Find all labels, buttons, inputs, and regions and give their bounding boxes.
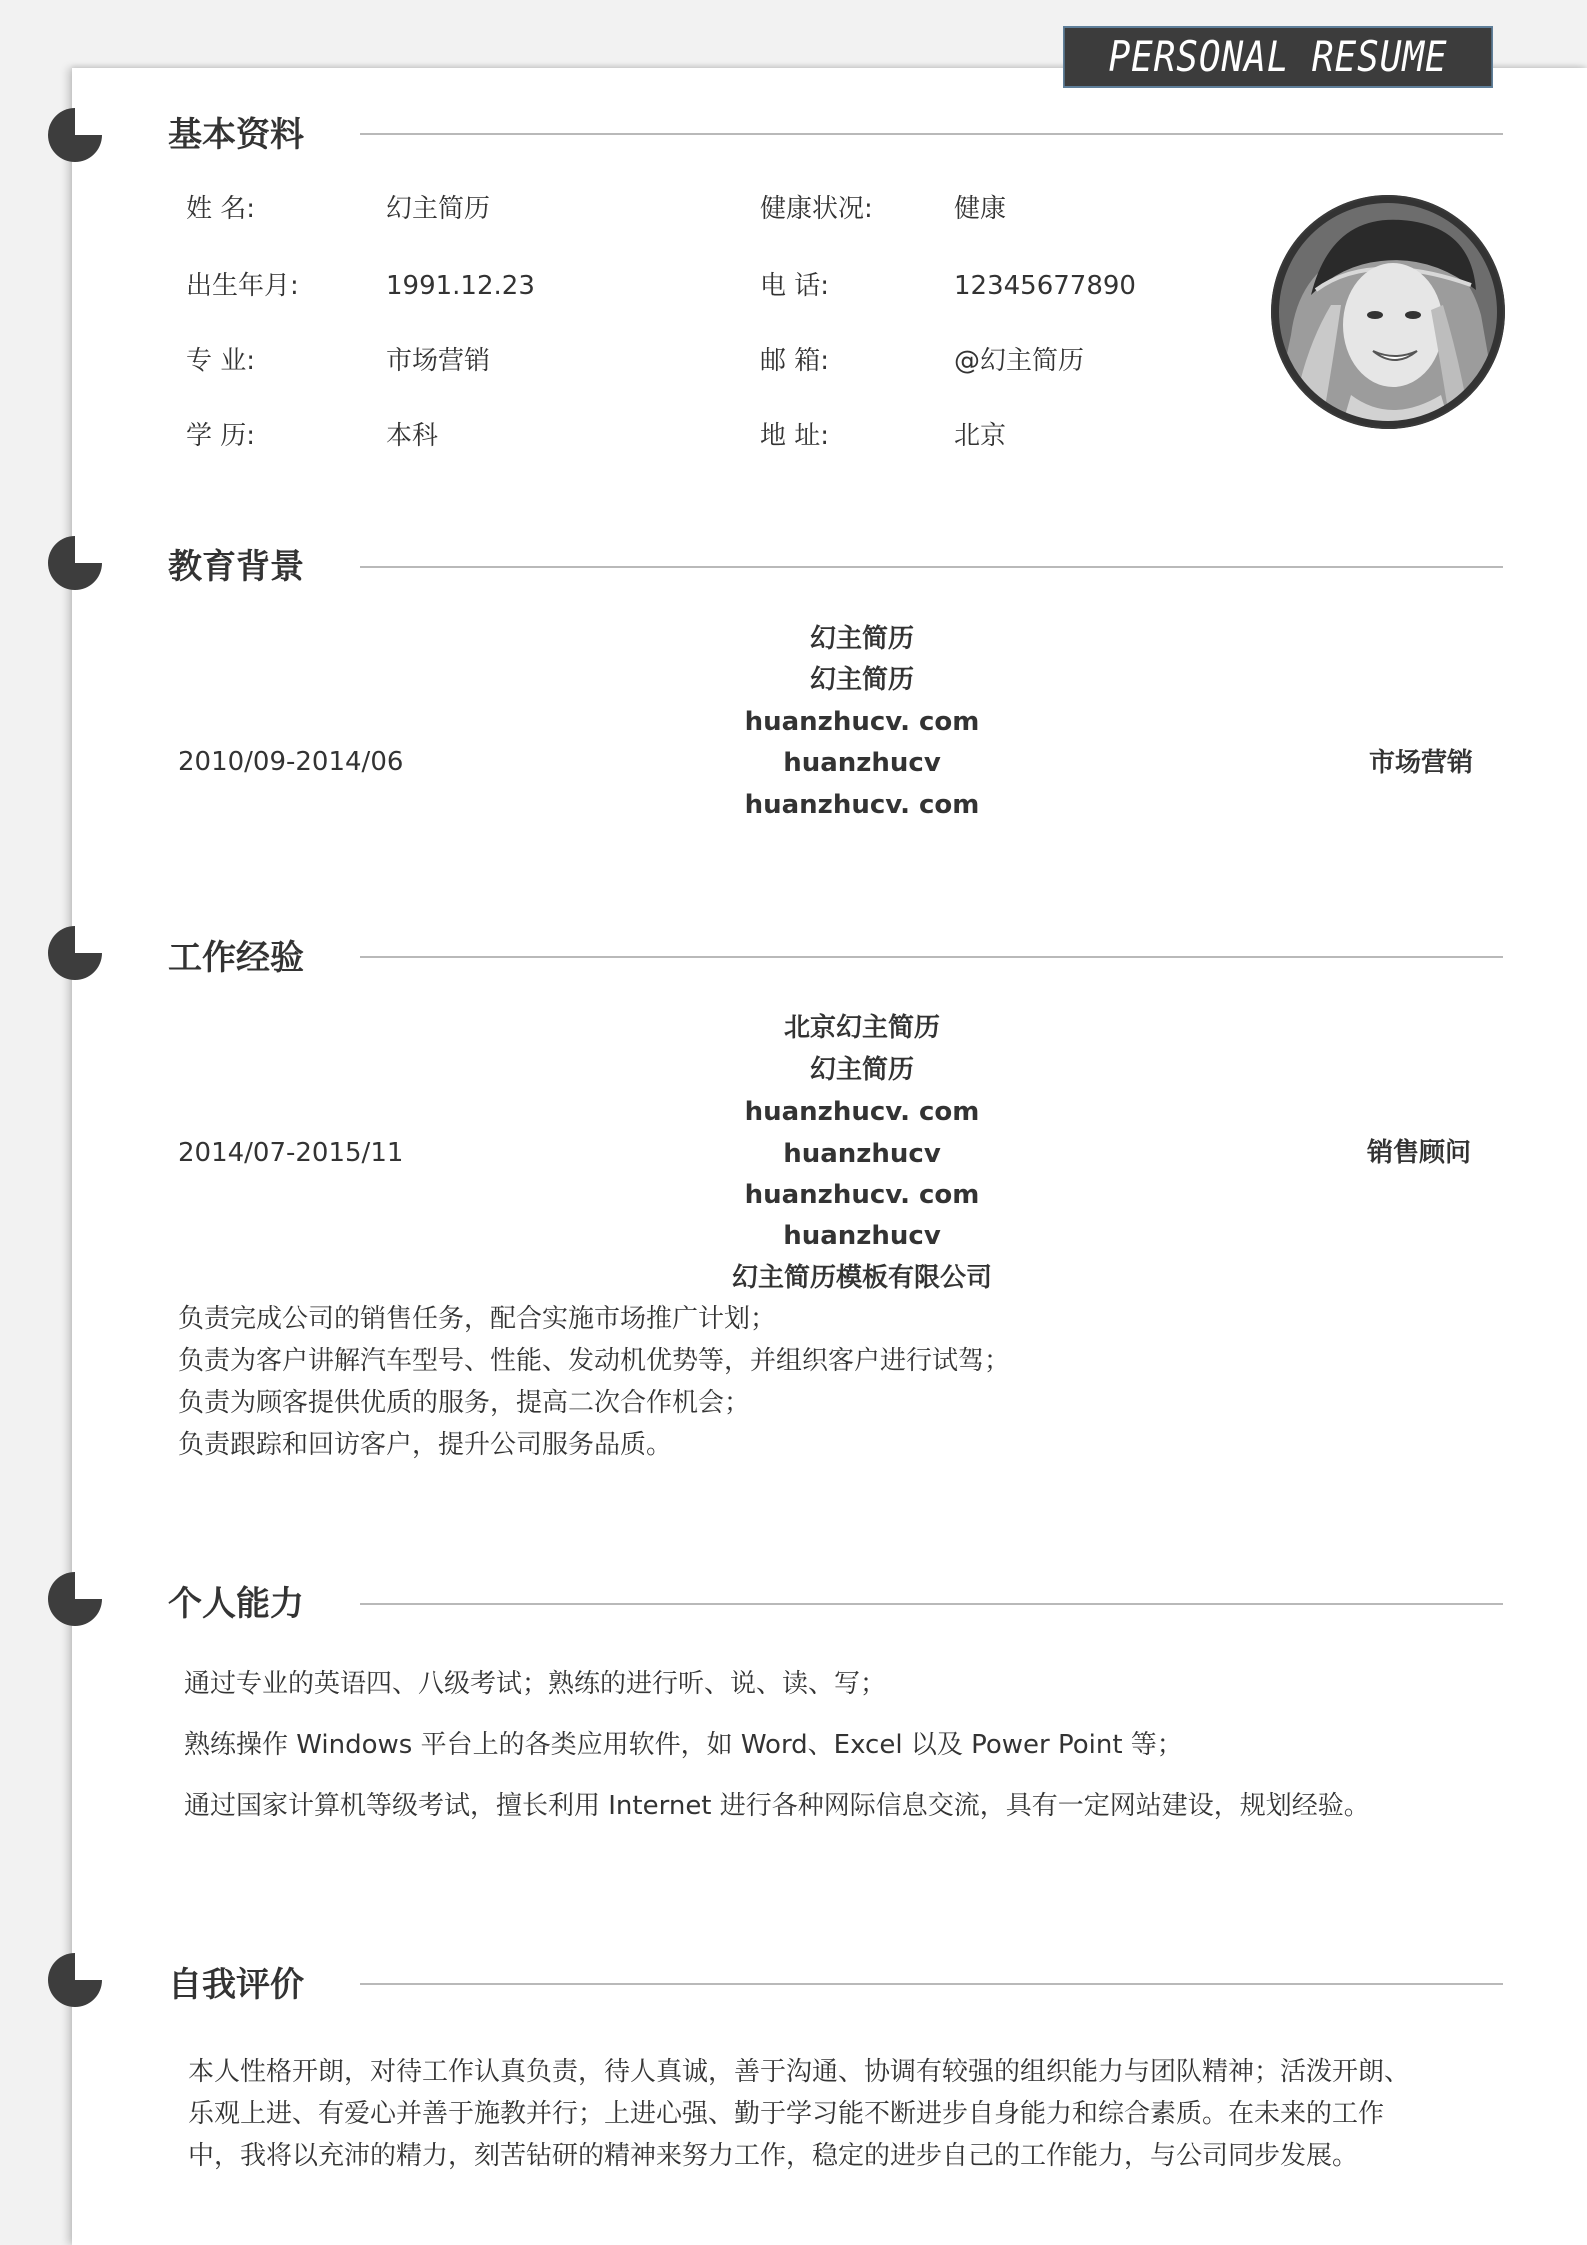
- ability-item: 通过国家计算机等级考试，擅长利用 Internet 进行各种网际信息交流，具有一定网站建设，规划经验。: [184, 1791, 1370, 1821]
- address-value: 北京: [954, 421, 1007, 451]
- ability-item: 通过专业的英语四、八级考试；熟练的进行听、说、读、写；: [184, 1669, 887, 1699]
- education-major: 市场营销: [1369, 748, 1474, 778]
- resume-banner: PERSONAL RESUME: [1063, 26, 1493, 88]
- section-divider: [360, 956, 1503, 958]
- health-label: 健康状况:: [760, 194, 873, 224]
- self-eval-line: 乐观上进、有爱心并善于施教并行；上进心强、勤于学习能不断进步自身能力和综合素质。在未来的工作: [188, 2099, 1385, 2129]
- work-line: 幻主简历: [809, 1055, 914, 1085]
- education-date: 2010/09-2014/06: [178, 747, 404, 777]
- email-value: @幻主简历: [954, 346, 1085, 376]
- education-line: 幻主简历: [809, 624, 914, 654]
- section-title-education: 教育背景: [168, 547, 304, 587]
- degree-value: 本科: [386, 421, 439, 451]
- major-value: 市场营销: [386, 346, 491, 376]
- phone-value: 12345677890: [954, 271, 1136, 301]
- section-divider: [360, 566, 1503, 568]
- birth-label: 出生年月:: [186, 271, 299, 301]
- section-marker-icon: [48, 926, 102, 980]
- work-duty: 负责完成公司的销售任务，配合实施市场推广计划；: [178, 1304, 777, 1334]
- avatar: [1271, 195, 1505, 429]
- self-eval-line: 本人性格开朗，对待工作认真负责，待人真诚，善于沟通、协调有较强的组织能力与团队精神；活泼开朗、: [188, 2057, 1411, 2087]
- work-line: huanzhucv: [783, 1139, 941, 1169]
- major-label: 专 业:: [186, 346, 256, 376]
- section-divider: [360, 133, 1503, 135]
- name-label: 姓 名:: [186, 194, 256, 224]
- email-label: 邮 箱:: [760, 346, 830, 376]
- education-line: huanzhucv. com: [744, 790, 980, 820]
- section-marker-icon: [48, 536, 102, 590]
- section-marker-icon: [48, 108, 102, 162]
- work-duty: 负责为顾客提供优质的服务，提高二次合作机会；: [178, 1388, 751, 1418]
- education-line: huanzhucv: [783, 748, 941, 778]
- work-line: huanzhucv. com: [744, 1097, 980, 1127]
- phone-label: 电 话:: [760, 271, 830, 301]
- section-title-self: 自我评价: [168, 1965, 304, 2005]
- health-value: 健康: [954, 194, 1007, 224]
- portrait-icon: [1271, 195, 1505, 429]
- degree-label: 学 历:: [186, 421, 256, 451]
- section-marker-icon: [48, 1953, 102, 2007]
- section-divider: [360, 1983, 1503, 1985]
- section-title-work: 工作经验: [168, 938, 304, 978]
- section-title-basic: 基本资料: [168, 115, 304, 155]
- education-line: huanzhucv. com: [744, 707, 980, 737]
- name-value: 幻主简历: [386, 194, 491, 224]
- work-duty: 负责为客户讲解汽车型号、性能、发动机优势等，并组织客户进行试驾；: [178, 1346, 1011, 1376]
- work-line: 北京幻主简历: [783, 1013, 940, 1043]
- work-role: 销售顾问: [1367, 1138, 1472, 1168]
- section-title-ability: 个人能力: [168, 1584, 304, 1624]
- work-date: 2014/07-2015/11: [178, 1138, 404, 1168]
- work-line: huanzhucv. com: [744, 1180, 980, 1210]
- ability-item: 熟练操作 Windows 平台上的各类应用软件，如 Word、Excel 以及 Power Point 等；: [184, 1730, 1183, 1760]
- work-line: huanzhucv: [783, 1221, 941, 1251]
- birth-value: 1991.12.23: [386, 271, 535, 301]
- section-marker-icon: [48, 1572, 102, 1626]
- education-line: 幻主简历: [809, 665, 914, 695]
- work-duty: 负责跟踪和回访客户，提升公司服务品质。: [178, 1430, 673, 1460]
- self-eval-line: 中，我将以充沛的精力，刻苦钻研的精神来努力工作，稳定的进步自己的工作能力，与公司同步发展。: [188, 2141, 1359, 2171]
- address-label: 地 址:: [760, 421, 830, 451]
- section-divider: [360, 1603, 1503, 1605]
- work-company: 幻主简历模板有限公司: [731, 1263, 992, 1293]
